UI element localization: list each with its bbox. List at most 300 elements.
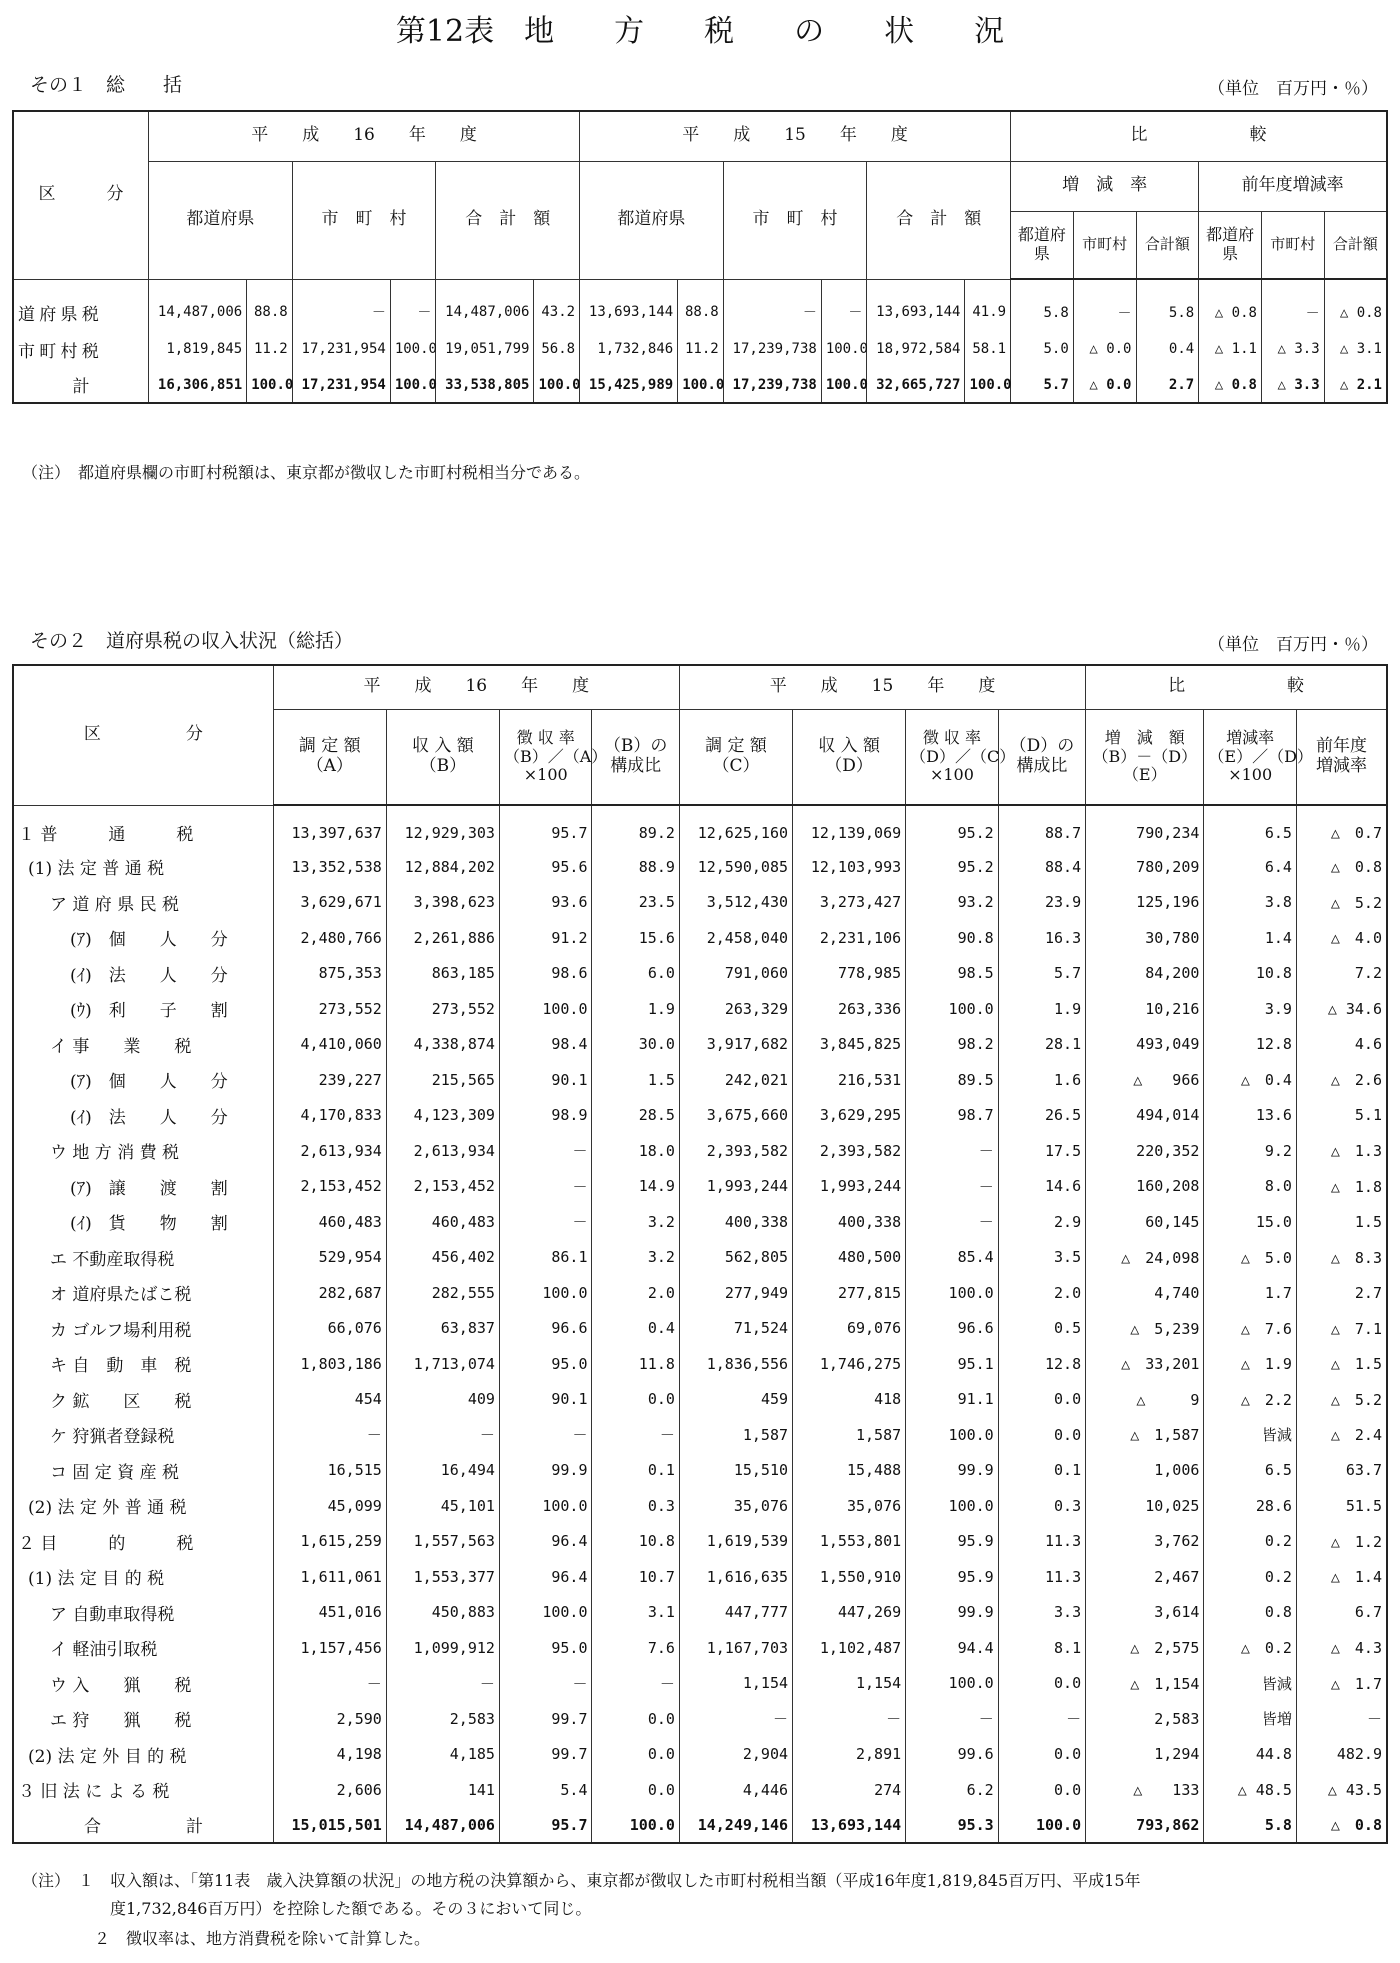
cell: △ 0.0 <box>1073 331 1136 367</box>
cell: 88.8 <box>247 279 293 331</box>
cell: 277,815 <box>793 1275 906 1311</box>
cell: 96.4 <box>499 1524 592 1560</box>
table-row <box>13 1133 1387 1169</box>
cell: － <box>386 1666 499 1702</box>
cell: 0.8 <box>1204 1595 1297 1631</box>
cell: 2,231,106 <box>793 920 906 956</box>
cell: △ 34.6 <box>1296 991 1387 1027</box>
cell: 10.7 <box>592 1559 679 1595</box>
row-label: オ 道府県たばこ税 <box>13 1275 273 1311</box>
cell: △ 3.3 <box>1261 367 1324 403</box>
cell: 793,862 <box>1086 1808 1204 1844</box>
cell: 10.8 <box>1204 956 1297 992</box>
cell: － <box>906 1169 999 1205</box>
cell: 96.6 <box>499 1311 592 1347</box>
cell: 15.0 <box>1204 1204 1297 1240</box>
cell: － <box>1261 279 1324 331</box>
cell: 12,139,069 <box>793 805 906 849</box>
cell: 13,693,144 <box>580 279 678 331</box>
cell: 1,803,186 <box>273 1346 386 1382</box>
cell: 460,483 <box>386 1204 499 1240</box>
h15-header-2: 平 成 15 年 度 <box>679 665 1085 709</box>
cell: 220,352 <box>1086 1133 1204 1169</box>
cell: 17,231,954 <box>292 367 390 403</box>
cell: 11.2 <box>247 331 293 367</box>
cell: 1,553,801 <box>793 1524 906 1560</box>
cell: 3,273,427 <box>793 885 906 921</box>
cell: 282,555 <box>386 1275 499 1311</box>
cell: △ 2,575 <box>1086 1630 1204 1666</box>
cell: △ 2.1 <box>1324 367 1387 403</box>
row-label: (ｱ) 個 人 分 <box>13 1062 273 1098</box>
cell: △ 7.1 <box>1296 1311 1387 1347</box>
row-label: 合 計 <box>13 1808 273 1844</box>
row-label: カ ゴルフ場利用税 <box>13 1311 273 1347</box>
cell: 13,693,144 <box>867 279 965 331</box>
table-row <box>13 1027 1387 1063</box>
cell: 875,353 <box>273 956 386 992</box>
table-row <box>13 1737 1387 1773</box>
cell: 239,227 <box>273 1062 386 1098</box>
cell: 18,972,584 <box>867 331 965 367</box>
cell: 71,524 <box>679 1311 792 1347</box>
cell: 9.2 <box>1204 1133 1297 1169</box>
row-label: キ 自 動 車 税 <box>13 1346 273 1382</box>
cell: △ 3.1 <box>1324 331 1387 367</box>
cell: 2,891 <box>793 1737 906 1773</box>
cell: 14,487,006 <box>149 279 247 331</box>
cell: 90.8 <box>906 920 999 956</box>
table-row <box>13 367 1387 403</box>
cell: 8.1 <box>998 1630 1085 1666</box>
row-label: ア 道 府 県 民 税 <box>13 885 273 921</box>
row-label: ウ 地 方 消 費 税 <box>13 1133 273 1169</box>
cell: 100.0 <box>499 1595 592 1631</box>
cell: 95.1 <box>906 1346 999 1382</box>
row-label: (ｲ) 法 人 分 <box>13 956 273 992</box>
cell: 2,458,040 <box>679 920 792 956</box>
h15-header: 平 成 15 年 度 <box>580 111 1011 161</box>
cell: 98.2 <box>906 1027 999 1063</box>
cell: － <box>273 1666 386 1702</box>
cell: 95.2 <box>906 849 999 885</box>
cell: △ 8.3 <box>1296 1240 1387 1276</box>
cell: 11.8 <box>592 1346 679 1382</box>
table-row <box>13 1062 1387 1098</box>
cell: 56.8 <box>534 331 580 367</box>
cell: 5.8 <box>1011 279 1074 331</box>
table-row <box>13 1275 1387 1311</box>
cell: 96.6 <box>906 1311 999 1347</box>
cell: △ 2.2 <box>1204 1382 1297 1418</box>
cell: 1,553,377 <box>386 1559 499 1595</box>
table-row <box>13 1595 1387 1631</box>
cell: － <box>592 1417 679 1453</box>
kubun-header: 区 分 <box>13 111 149 279</box>
cell: 100.0 <box>906 1666 999 1702</box>
table-row <box>13 279 1387 331</box>
cell: 447,777 <box>679 1595 792 1631</box>
row-label: ク 鉱 区 税 <box>13 1382 273 1418</box>
cell: 0.3 <box>998 1488 1085 1524</box>
cell: 皆減 <box>1204 1417 1297 1453</box>
cell: 100.0 <box>247 367 293 403</box>
cell: 3.2 <box>592 1240 679 1276</box>
cell: 13.6 <box>1204 1098 1297 1134</box>
cell: △ 1.8 <box>1296 1169 1387 1205</box>
table-row <box>13 1488 1387 1524</box>
cell: △ 1.5 <box>1296 1346 1387 1382</box>
cell: 216,531 <box>793 1062 906 1098</box>
row-label: 市町村税 <box>13 331 149 367</box>
cell: 98.7 <box>906 1098 999 1134</box>
table-row <box>13 920 1387 956</box>
cell: 86.1 <box>499 1240 592 1276</box>
cell: 1,819,845 <box>149 331 247 367</box>
cell: 45,101 <box>386 1488 499 1524</box>
row-label: １ 普 通 税 <box>13 805 273 849</box>
cell: 100.0 <box>906 1275 999 1311</box>
cell: 4,198 <box>273 1737 386 1773</box>
cell: 277,949 <box>679 1275 792 1311</box>
cell: 4,338,874 <box>386 1027 499 1063</box>
cell: 0.1 <box>998 1453 1085 1489</box>
cell: 2.0 <box>592 1275 679 1311</box>
cell: 88.8 <box>678 279 724 331</box>
cell: 7.2 <box>1296 956 1387 992</box>
cell: 95.9 <box>906 1524 999 1560</box>
cell: 皆減 <box>1204 1666 1297 1702</box>
cell: 23.9 <box>998 885 1085 921</box>
table-row <box>13 1559 1387 1595</box>
cell: 91.1 <box>906 1382 999 1418</box>
cell: 51.5 <box>1296 1488 1387 1524</box>
cell: 17,239,738 <box>723 367 821 403</box>
cell: 0.0 <box>592 1382 679 1418</box>
cell: 0.1 <box>592 1453 679 1489</box>
cell: 1,167,703 <box>679 1630 792 1666</box>
cell: 4,446 <box>679 1772 792 1808</box>
cell: 3,675,660 <box>679 1098 792 1134</box>
cell: 95.9 <box>906 1559 999 1595</box>
cell: 95.0 <box>499 1346 592 1382</box>
cell: 450,883 <box>386 1595 499 1631</box>
cell: 12.8 <box>998 1346 1085 1382</box>
cell: 90.1 <box>499 1062 592 1098</box>
cell: 2,613,934 <box>273 1133 386 1169</box>
col-b: 収 入 額 （B） <box>386 709 499 805</box>
cell: 2,606 <box>273 1772 386 1808</box>
cell: 494,014 <box>1086 1098 1204 1134</box>
note-1: （注） 都道府県欄の市町村税額は、東京都が徴収した市町村税相当分である。 <box>22 463 591 482</box>
compare-header: 比 較 <box>1011 111 1387 161</box>
cell: 100.0 <box>499 1488 592 1524</box>
cell: － <box>273 1417 386 1453</box>
cell: 15,015,501 <box>273 1808 386 1844</box>
cell: △ 9 <box>1086 1382 1204 1418</box>
cell: △ 0.4 <box>1204 1062 1297 1098</box>
cell: 3.2 <box>592 1204 679 1240</box>
cell: 1,616,635 <box>679 1559 792 1595</box>
cell: 33,538,805 <box>436 367 534 403</box>
cell: － <box>292 279 390 331</box>
cell: △ 2.6 <box>1296 1062 1387 1098</box>
cell: 863,185 <box>386 956 499 992</box>
cell: － <box>793 1701 906 1737</box>
table-row <box>13 1204 1387 1240</box>
cell: 89.5 <box>906 1062 999 1098</box>
cell: 273,552 <box>386 991 499 1027</box>
cell: 409 <box>386 1382 499 1418</box>
cell: △ 1.2 <box>1296 1524 1387 1560</box>
cell: 1,836,556 <box>679 1346 792 1382</box>
cell: 91.2 <box>499 920 592 956</box>
cell: － <box>723 279 821 331</box>
cell: 3,762 <box>1086 1524 1204 1560</box>
row-label: ３ 旧 法 に よ る 税 <box>13 1772 273 1808</box>
cell: 460,483 <box>273 1204 386 1240</box>
cell: 6.5 <box>1204 1453 1297 1489</box>
cell: 493,049 <box>1086 1027 1204 1063</box>
cell: 2.7 <box>1296 1275 1387 1311</box>
table-row <box>13 1630 1387 1666</box>
cell: 10,216 <box>1086 991 1204 1027</box>
table-row <box>13 1382 1387 1418</box>
row-label: (ｲ) 法 人 分 <box>13 1098 273 1134</box>
cell: 242,021 <box>679 1062 792 1098</box>
table-row <box>13 885 1387 921</box>
row-label: エ 狩 猟 税 <box>13 1701 273 1737</box>
row-label: ケ 狩猟者登録税 <box>13 1417 273 1453</box>
cell: 99.6 <box>906 1737 999 1773</box>
cell: 160,208 <box>1086 1169 1204 1205</box>
cell: － <box>821 279 867 331</box>
table-row <box>13 1453 1387 1489</box>
cell: 2,904 <box>679 1737 792 1773</box>
cell: 454 <box>273 1382 386 1418</box>
row-label: (ｲ) 貨 物 割 <box>13 1204 273 1240</box>
table-row <box>13 1311 1387 1347</box>
cell: 418 <box>793 1382 906 1418</box>
cell: 10,025 <box>1086 1488 1204 1524</box>
table-row <box>13 1240 1387 1276</box>
cell: 2,583 <box>386 1701 499 1737</box>
cell: 14,487,006 <box>436 279 534 331</box>
cell: 451,016 <box>273 1595 386 1631</box>
row-label: コ 固 定 資 産 税 <box>13 1453 273 1489</box>
cell: 3.1 <box>592 1595 679 1631</box>
cell: 2,583 <box>1086 1701 1204 1737</box>
cell: 274 <box>793 1772 906 1808</box>
cell: － <box>1073 279 1136 331</box>
cell: － <box>906 1133 999 1169</box>
cell: 17,231,954 <box>292 331 390 367</box>
cell: 11.2 <box>678 331 724 367</box>
row-label: ２ 目 的 税 <box>13 1524 273 1560</box>
cell: 100.0 <box>821 367 867 403</box>
cell: 28.1 <box>998 1027 1085 1063</box>
cell: 35,076 <box>793 1488 906 1524</box>
section-title-1: その１ 総 括 <box>30 74 183 96</box>
table-row <box>13 1701 1387 1737</box>
prefectural-tax-table <box>12 664 1388 1844</box>
cell: △ 5.0 <box>1204 1240 1297 1276</box>
cell: － <box>906 1701 999 1737</box>
cell: △ 1.3 <box>1296 1133 1387 1169</box>
cell: 15,425,989 <box>580 367 678 403</box>
table-row <box>13 849 1387 885</box>
table-row <box>13 331 1387 367</box>
cell: 3.5 <box>998 1240 1085 1276</box>
table-row <box>13 1417 1387 1453</box>
cell: 13,693,144 <box>793 1808 906 1844</box>
row-label: (ｱ) 個 人 分 <box>13 920 273 956</box>
cell: 18.0 <box>592 1133 679 1169</box>
cell: 12.8 <box>1204 1027 1297 1063</box>
cell: 1,154 <box>679 1666 792 1702</box>
cell: 3,614 <box>1086 1595 1204 1631</box>
cell: 3,917,682 <box>679 1027 792 1063</box>
cell: 100.0 <box>678 367 724 403</box>
cell: 93.6 <box>499 885 592 921</box>
cell: 1,587 <box>679 1417 792 1453</box>
cell: 100.0 <box>592 1808 679 1844</box>
cell: 4,185 <box>386 1737 499 1773</box>
row-label: (1) 法 定 普 通 税 <box>13 849 273 885</box>
cell: 780,209 <box>1086 849 1204 885</box>
cell: 0.2 <box>1204 1524 1297 1560</box>
cell: 98.9 <box>499 1098 592 1134</box>
cell: 58.1 <box>965 331 1011 367</box>
cell: 100.0 <box>821 331 867 367</box>
cell: 1,732,846 <box>580 331 678 367</box>
cell: 100.0 <box>499 991 592 1027</box>
cell: △ 5.2 <box>1296 885 1387 921</box>
cell: 459 <box>679 1382 792 1418</box>
col-er: 増減率 （E）／（D） ×100 <box>1204 709 1297 805</box>
h15-todofuken: 都道府県 <box>580 161 724 279</box>
col-c: 調 定 額 （C） <box>679 709 792 805</box>
cell: 60,145 <box>1086 1204 1204 1240</box>
cell: 6.2 <box>906 1772 999 1808</box>
col-a: 調 定 額 （A） <box>273 709 386 805</box>
cell: 14,487,006 <box>386 1808 499 1844</box>
cell: 282,687 <box>273 1275 386 1311</box>
cell: △ 0.7 <box>1296 805 1387 849</box>
cell: 95.2 <box>906 805 999 849</box>
cell: 26.5 <box>998 1098 1085 1134</box>
cell: 43.2 <box>534 279 580 331</box>
cell: 0.0 <box>998 1772 1085 1808</box>
cell: 4,410,060 <box>273 1027 386 1063</box>
cell: 15.6 <box>592 920 679 956</box>
cell: 2,393,582 <box>679 1133 792 1169</box>
row-label: 計 <box>13 367 149 403</box>
cell: 1,615,259 <box>273 1524 386 1560</box>
table-row <box>13 956 1387 992</box>
cell: 95.7 <box>499 805 592 849</box>
cell: 0.2 <box>1204 1559 1297 1595</box>
cell: △ 0.0 <box>1073 367 1136 403</box>
cell: 5.8 <box>1204 1808 1297 1844</box>
cell: 45,099 <box>273 1488 386 1524</box>
cell: 5.8 <box>1136 279 1199 331</box>
cell: 4,123,309 <box>386 1098 499 1134</box>
cell: 3.9 <box>1204 991 1297 1027</box>
cell: 1,102,487 <box>793 1630 906 1666</box>
cell: 1.4 <box>1204 920 1297 956</box>
p-todofuken: 都道府県 <box>1199 211 1262 279</box>
cell: 12,929,303 <box>386 805 499 849</box>
row-label: (2) 法 定 外 普 通 税 <box>13 1488 273 1524</box>
cell: 96.4 <box>499 1559 592 1595</box>
cell: 4,170,833 <box>273 1098 386 1134</box>
cell: 6.7 <box>1296 1595 1387 1631</box>
cell: 125,196 <box>1086 885 1204 921</box>
table-row <box>13 1169 1387 1205</box>
cell: 69,076 <box>793 1311 906 1347</box>
col-e: 増 減 額 （B）－（D） （E） <box>1086 709 1204 805</box>
cell: － <box>592 1666 679 1702</box>
cell: △ 1.9 <box>1204 1346 1297 1382</box>
cell: 15,488 <box>793 1453 906 1489</box>
cell: △ 4.3 <box>1296 1630 1387 1666</box>
row-label: エ 不動産取得税 <box>13 1240 273 1276</box>
cell: 17,239,738 <box>723 331 821 367</box>
cell: － <box>499 1417 592 1453</box>
cell: 89.2 <box>592 805 679 849</box>
cell: 98.4 <box>499 1027 592 1063</box>
cell: 84,200 <box>1086 956 1204 992</box>
compare-header-2: 比 較 <box>1086 665 1387 709</box>
cell: 35,076 <box>679 1488 792 1524</box>
cell: 100.0 <box>534 367 580 403</box>
cell: 98.5 <box>906 956 999 992</box>
cell: △ 3.3 <box>1261 331 1324 367</box>
cell: － <box>499 1666 592 1702</box>
cell: 562,805 <box>679 1240 792 1276</box>
cell: 皆増 <box>1204 1701 1297 1737</box>
row-label: ア 自動車取得税 <box>13 1595 273 1631</box>
table-row <box>13 1772 1387 1808</box>
col-comp15: （D）の 構成比 <box>998 709 1085 805</box>
cell: 11.3 <box>998 1524 1085 1560</box>
row-label: (ｳ) 利 子 割 <box>13 991 273 1027</box>
cell: 41.9 <box>965 279 1011 331</box>
table-row <box>13 1524 1387 1560</box>
cell: 273,552 <box>273 991 386 1027</box>
cell: 447,269 <box>793 1595 906 1631</box>
cell: 14,249,146 <box>679 1808 792 1844</box>
cell: 5.1 <box>1296 1098 1387 1134</box>
cell: △ 0.8 <box>1199 367 1262 403</box>
cell: 3,398,623 <box>386 885 499 921</box>
cell: 2,467 <box>1086 1559 1204 1595</box>
cell: 0.0 <box>998 1382 1085 1418</box>
cell: 17.5 <box>998 1133 1085 1169</box>
cell: 0.0 <box>592 1701 679 1737</box>
cell: 28.6 <box>1204 1488 1297 1524</box>
cell: 1,157,456 <box>273 1630 386 1666</box>
cell: 15,510 <box>679 1453 792 1489</box>
h16-shichoson: 市 町 村 <box>292 161 436 279</box>
cell: 1,611,061 <box>273 1559 386 1595</box>
cell: 100.0 <box>906 1488 999 1524</box>
cell: 1,619,539 <box>679 1524 792 1560</box>
cell: 3.8 <box>1204 885 1297 921</box>
summary-table <box>12 110 1388 404</box>
table-row <box>13 1098 1387 1134</box>
